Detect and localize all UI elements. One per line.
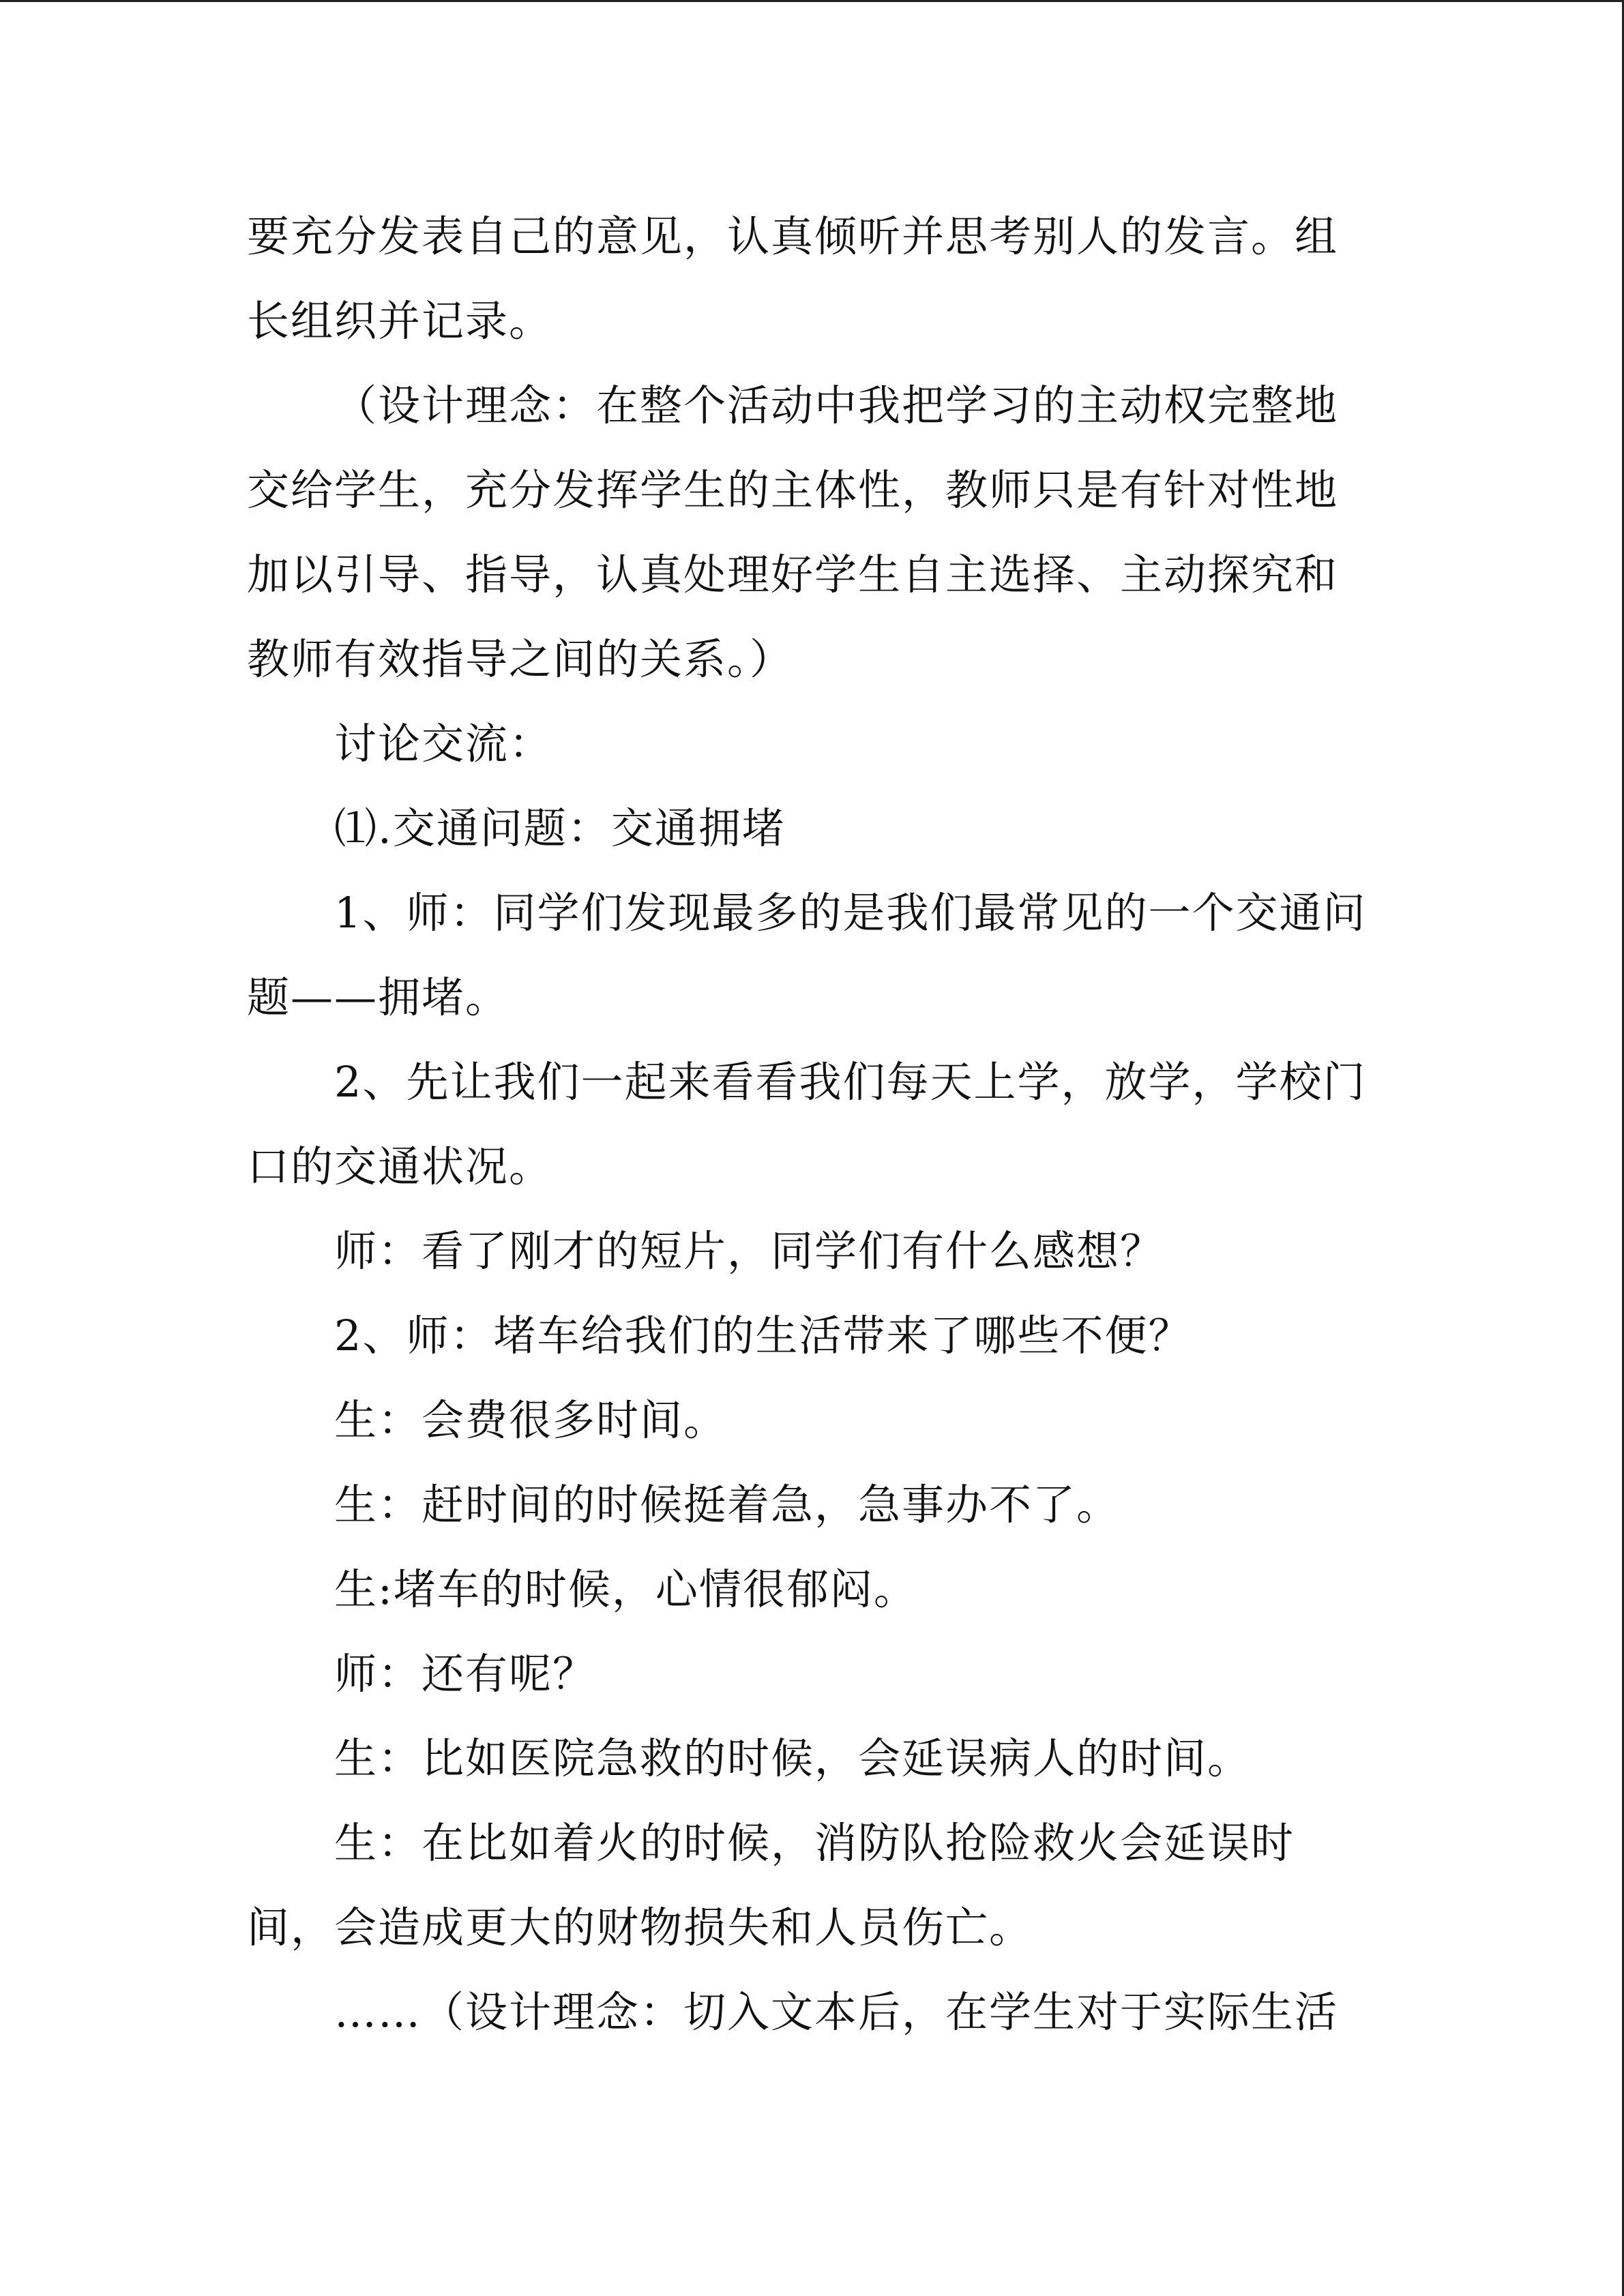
text-line: 教师有效指导之间的关系。） [247, 634, 794, 684]
text-line: 1、师：同学们发现最多的是我们最常见的一个交通问 [334, 888, 1367, 938]
text-line: 生：在比如着火的时候，消防队抢险救火会延误时 [334, 1818, 1295, 1868]
text-line: 生：赶时间的时候挺着急，急事办不了。 [334, 1480, 1121, 1530]
page-top-border [0, 0, 1624, 2]
text-line: 生：会费很多时间。 [334, 1395, 728, 1445]
text-line: 加以引导、指导，认真处理好学生自主选择、主动探究和 [247, 550, 1339, 599]
text-line: 长组织并记录。 [247, 296, 553, 346]
text-line: 师：还有呢？ [334, 1649, 597, 1699]
text-line: ⑴.交通问题：交通拥堵 [334, 803, 786, 853]
text-line: 师：看了刚才的短片，同学们有什么感想？ [334, 1226, 1164, 1276]
text-line: 口的交通状况。 [247, 1142, 553, 1191]
document-body [247, 194, 1365, 2055]
text-line: 生:堵车的时候，心情很郁闷。 [334, 1564, 917, 1614]
text-line: ……（设计理念：切入文本后，在学生对于实际生活 [334, 1987, 1339, 2037]
text-line: 讨论交流： [334, 719, 553, 769]
text-line: 题——拥堵。 [247, 972, 510, 1022]
text-line: 要充分发表自己的意见，认真倾听并思考别人的发言。组 [247, 211, 1339, 261]
text-line: （设计理念：在整个活动中我把学习的主动权完整地 [334, 381, 1339, 430]
text-line: 间，会造成更大的财物损失和人员伤亡。 [247, 1903, 1033, 1952]
text-line: 2、先让我们一起来看看我们每天上学，放学，学校门 [334, 1057, 1367, 1107]
text-line: 交给学生，充分发挥学生的主体性，教师只是有针对性地 [247, 465, 1339, 515]
text-line: 生：比如医院急救的时候，会延误病人的时间。 [334, 1733, 1252, 1783]
text-line: 2、师：堵车给我们的生活带来了哪些不便？ [334, 1311, 1192, 1360]
